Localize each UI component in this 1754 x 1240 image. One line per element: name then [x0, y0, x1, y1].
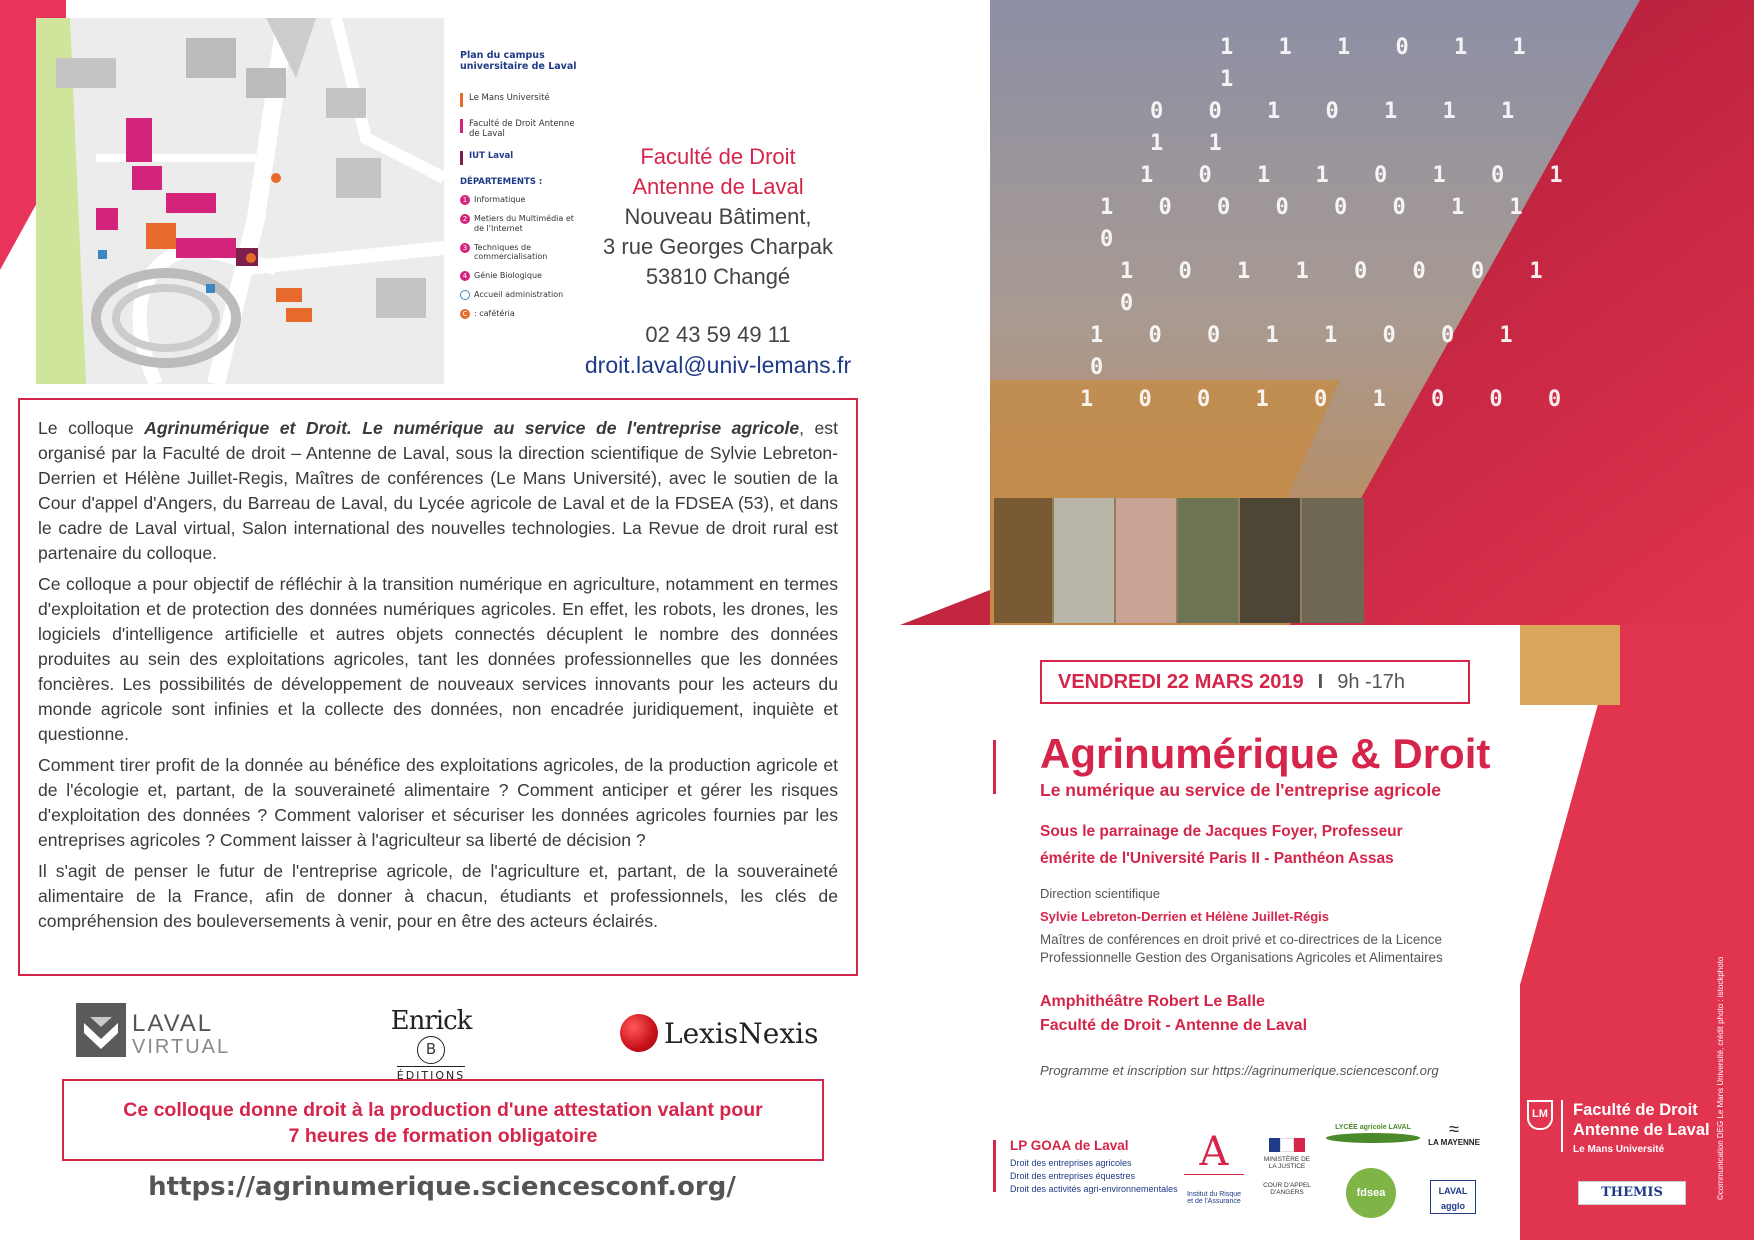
department-item: 3 Techniques de commercialisation — [460, 243, 580, 262]
institut-risque-logo: A Institut du Risque et de l'Assurance — [1184, 1130, 1244, 1205]
address-faculty: Faculté de Droit — [640, 144, 796, 169]
departments-label: DÉPARTEMENTS : — [460, 177, 543, 188]
description-paragraph: Le colloque Agrinumérique et Droit. Le numérique au service de l'entreprise agricole, est organisé par la Faculté de droit – Antenne de Laval, sous la direction scientifique de Sylvie Lebreton-Derrien et Hélène Juillet-Regis, Maîtres de conférences (Le Mans Université), avec le soutien de la Cour d'appel d'Angers, du Barreau de Laval, du Lycée agricole de Laval et de la FDSEA (53), et dans le cadre de Laval virtual, Salon international des nouvelles technologies. La Revue de droit rural est partenaire du colloque. — [38, 418, 838, 563]
lp-goaa-block — [1010, 1138, 1178, 1196]
laval-agglo-logo: LAVAL agglo — [1430, 1180, 1476, 1214]
laval-virtual-logo — [76, 1003, 236, 1059]
event-subtitle: Le numérique au service de l'entreprise agricole — [1040, 780, 1441, 800]
legend-item: Le Mans Université — [460, 93, 580, 107]
legend-item: Faculté de Droit Antenne de Laval — [460, 119, 580, 139]
lp-accent-bar — [993, 1140, 996, 1192]
event-hours: 9h -17h — [1337, 670, 1406, 693]
event-title: Agrinumérique & Droit — [1040, 730, 1491, 777]
lp-item: Droit des entreprises équestres — [1010, 1171, 1136, 1181]
map-title: Plan du campus universitaire de Laval — [460, 50, 577, 73]
photo-credit: ©communication DEG Le Mans Université, crédit photo : istockphoto — [1716, 956, 1725, 1200]
themis-logo: THEMIS — [1578, 1181, 1686, 1205]
binary-overlay: 1 1 1 0 1 1 1 0 0 1 0 1 1 1 1 1 1 0 1 1 0 1 0 1 1 0 0 0 0 0 1 1 0 1 0 1 1 0 0 0 1 0 1 0 0 1 1 0 0 1 0 1 0 0 1 0 1 0 0 0 — [1080, 35, 1579, 412]
cafeteria-item: C : cafétéria — [460, 309, 580, 319]
globe-icon — [620, 1014, 658, 1052]
department-item: 1 Informatique — [460, 195, 580, 205]
address-city: 53810 Changé — [645, 264, 791, 289]
svg-text:LAVAL: LAVAL — [132, 1010, 214, 1037]
description-paragraph: Comment tirer profit de la donnée au bénéfice des exploitations agricoles, de la production agricole et de l'écologie et, partant, de la souveraineté alimentaire ? Comment anticiper et gérer les risques d'exploitation des données ? Comment valoriser et sécuriser les données agricoles fournies par les entreprises agricoles ? Comment laisser à l'agriculteur sa liberté de décision ? — [38, 755, 838, 850]
campus-map — [36, 18, 444, 384]
department-item: 2 Metiers du Multimédia et de l'Internet — [460, 214, 580, 233]
title-accent-bar — [993, 740, 996, 794]
address-street: 3 rue Georges Charpak — [603, 234, 833, 259]
description-box — [18, 398, 858, 976]
fdsea-logo: fdsea — [1346, 1168, 1396, 1218]
event-date-box: VENDREDI 22 MARS 2019 I 9h -17h — [1040, 660, 1470, 704]
description-paragraph: Ce colloque a pour objectif de réfléchir à la transition numérique en agriculture, notamment en termes d'exploitation et de protection des données numériques agricoles. En effet, les robots, les drones, les logiciels d'intelligence artificielle et autres objets connectés décuplent le nombre des données produites au sein des exploitations agricoles, tant les données professionnelles que les données foncières. Les possibilités de développement de nouveaux services innovants pour les acteurs du monde agricole sont infinies et la collecte des données, non encadrée juridiquement, inquiète et questionne. — [38, 574, 838, 744]
accueil-item: Accueil administration — [460, 290, 580, 300]
event-place: Amphithéâtre Robert Le Balle Faculté de Droit - Antenne de Laval — [1040, 993, 1308, 1034]
lp-item: Droit des activités agri-environnementales — [1010, 1184, 1178, 1194]
address-phone: 02 43 59 49 11 — [645, 322, 791, 347]
lycee-agricole-logo: LYCÉE agricole LAVAL — [1326, 1124, 1420, 1143]
lp-item: Droit des entreprises agricoles — [1010, 1158, 1132, 1168]
patronage: Sous le parrainage de Jacques Foyer, Professeur émérite de l'Université Paris II - Panthéon Assas — [1040, 823, 1403, 867]
address-antenne: Antenne de Laval — [632, 174, 804, 199]
address-email[interactable]: droit.laval@univ-lemans.fr — [584, 352, 852, 378]
svg-text:VIRTUAL: VIRTUAL — [132, 1036, 231, 1058]
ministere-justice-logo: MINISTÈRE DE LA JUSTICE COUR D'APPEL D'ANGERS — [1262, 1138, 1312, 1196]
direction-description: Maîtres de conférences en droit privé et co-directrices de la Licence Professionnelle Gestion des Organisations Agricoles et Alimentaires — [1040, 932, 1443, 965]
faculty-emblem-icon: LM — [1527, 1100, 1553, 1130]
enrick-editions-logo: Enrick B ÉDITIONS — [390, 1006, 472, 1082]
address-block — [572, 142, 864, 380]
event-date: VENDREDI 22 MARS 2019 — [1058, 670, 1304, 693]
legend-item: IUT Laval — [460, 151, 580, 165]
attestation-box: Ce colloque donne droit à la production d'une attestation valant pour 7 heures de formation obligatoire — [62, 1079, 824, 1161]
lp-title: LP GOAA de Laval — [1010, 1138, 1129, 1153]
la-mayenne-logo: ≈ LA MAYENNE — [1428, 1119, 1480, 1147]
lexisnexis-logo: LexisNexis — [620, 1012, 820, 1054]
direction-label: Direction scientifique — [1040, 886, 1160, 901]
conference-url[interactable]: https://agrinumerique.sciencesconf.org/ — [148, 1172, 736, 1202]
map-legend — [460, 50, 580, 328]
programme-link[interactable]: Programme et inscription sur https://agrinumerique.sciencesconf.org — [1040, 1063, 1439, 1078]
hero-image — [900, 0, 1754, 625]
description-paragraph: Il s'agit de penser le futur de l'entreprise agricole, de l'agriculture et, partant, de la souveraineté alimentaire de la France, afin de donner à chacun, étudiants et professionnels, les clés de compréhension des bouleversements à venir, pour en être des acteurs éclairés. — [38, 861, 838, 931]
department-item: 4 Génie Biologique — [460, 271, 580, 281]
direction-names: Sylvie Lebreton-Derrien et Hélène Juillet-Régis — [1040, 909, 1329, 924]
address-building: Nouveau Bâtiment, — [624, 204, 812, 229]
